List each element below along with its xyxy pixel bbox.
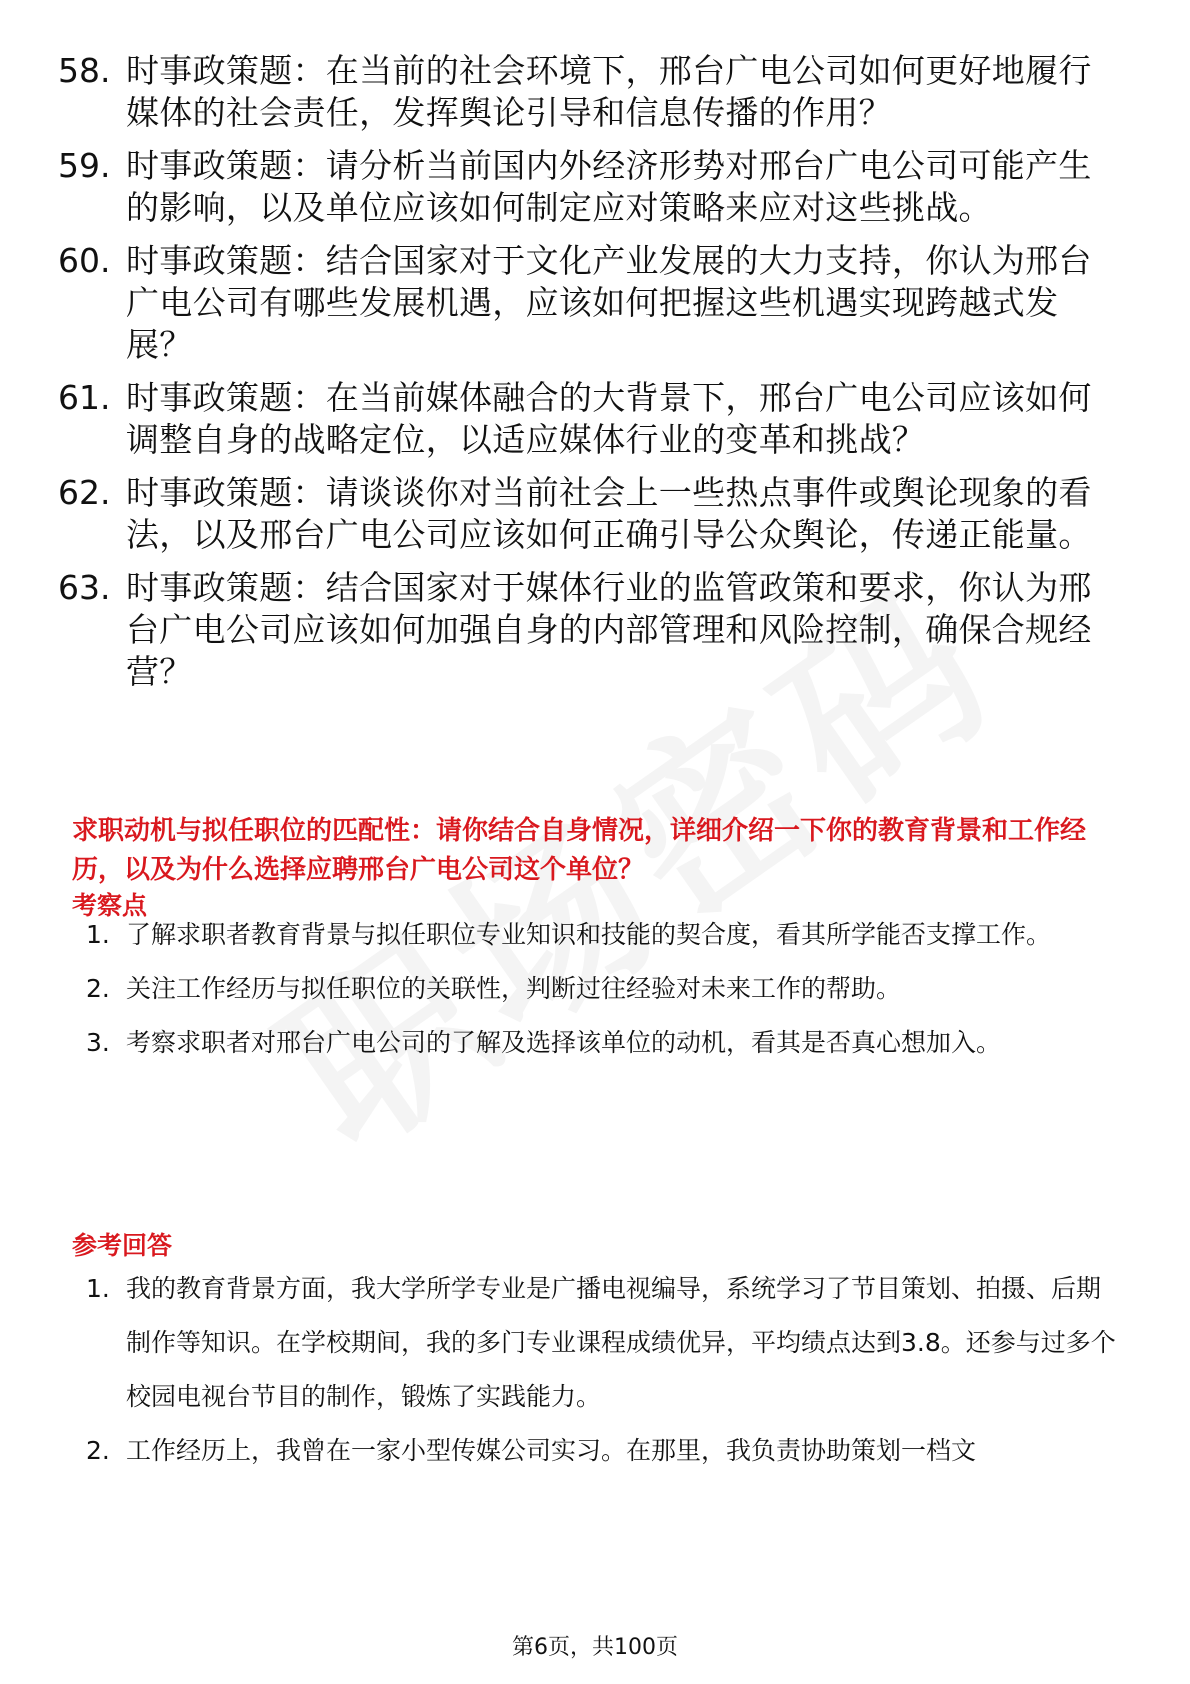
page-footer: 第6页，共100页 bbox=[512, 1635, 678, 1660]
list-item bbox=[86, 962, 1116, 1016]
question-number: 62. bbox=[58, 473, 111, 512]
question-item bbox=[58, 472, 1118, 556]
question-number: 58. bbox=[58, 51, 111, 90]
list-number: 1. bbox=[86, 920, 110, 949]
question-item bbox=[58, 240, 1118, 366]
list-text: 我的教育背景方面，我大学所学专业是广播电视编导，系统学习了节目策划、拍摄、后期制作等知识。在学校期间，我的多门专业课程成绩优异，平均绩点达到3.8。还参与过多个校园电视台节目的制作，锻炼了实践能力。 bbox=[126, 1274, 1116, 1411]
question-text: 时事政策题：结合国家对于媒体行业的监管政策和要求，你认为邢台广电公司应该如何加强自身的内部管理和风险控制，确保合规经营？ bbox=[126, 568, 1092, 691]
question-item bbox=[58, 377, 1118, 461]
question-number: 59. bbox=[58, 146, 111, 185]
question-text: 时事政策题：请分析当前国内外经济形势对邢台广电公司可能产生的影响，以及单位应该如何制定应对策略来应对这些挑战。 bbox=[126, 146, 1092, 227]
list-item bbox=[86, 1016, 1116, 1070]
answer-title: 参考回答 bbox=[72, 1231, 173, 1260]
section-heading: 求职动机与拟任职位的匹配性：请你结合自身情况，详细介绍一下你的教育背景和工作经历，以及为什么选择应聘邢台广电公司这个单位？ bbox=[72, 816, 1087, 885]
list-number: 2. bbox=[86, 974, 110, 1003]
question-text: 时事政策题：在当前媒体融合的大背景下，邢台广电公司应该如何调整自身的战略定位，以适应媒体行业的变革和挑战？ bbox=[126, 378, 1092, 459]
list-item bbox=[86, 908, 1116, 962]
question-text: 时事政策题：在当前的社会环境下，邢台广电公司如何更好地履行媒体的社会责任，发挥舆论引导和信息传播的作用？ bbox=[126, 51, 1092, 132]
question-item bbox=[58, 50, 1118, 134]
question-number: 60. bbox=[58, 241, 111, 280]
question-list bbox=[58, 50, 1118, 704]
list-item bbox=[86, 1424, 1116, 1478]
list-number: 2. bbox=[86, 1436, 110, 1465]
question-text: 时事政策题：结合国家对于文化产业发展的大力支持，你认为邢台广电公司有哪些发展机遇，应该如何把握这些机遇实现跨越式发展？ bbox=[126, 241, 1092, 364]
question-item bbox=[58, 145, 1118, 229]
list-text: 了解求职者教育背景与拟任职位专业知识和技能的契合度，看其所学能否支撑工作。 bbox=[126, 920, 1052, 949]
question-item bbox=[58, 567, 1118, 693]
list-text: 考察求职者对邢台广电公司的了解及选择该单位的动机，看其是否真心想加入。 bbox=[126, 1028, 1002, 1057]
points-list bbox=[86, 908, 1116, 1070]
answers-list bbox=[86, 1262, 1116, 1478]
list-item bbox=[86, 1262, 1116, 1424]
question-text: 时事政策题：请谈谈你对当前社会上一些热点事件或舆论现象的看法，以及邢台广电公司应该如何正确引导公众舆论，传递正能量。 bbox=[126, 473, 1092, 554]
list-text: 工作经历上，我曾在一家小型传媒公司实习。在那里，我负责协助策划一档文 bbox=[126, 1436, 977, 1465]
list-number: 1. bbox=[86, 1274, 110, 1303]
list-number: 3. bbox=[86, 1028, 110, 1057]
question-number: 63. bbox=[58, 568, 111, 607]
list-text: 关注工作经历与拟任职位的关联性，判断过往经验对未来工作的帮助。 bbox=[126, 974, 902, 1003]
question-number: 61. bbox=[58, 378, 111, 417]
points-title: 考察点 bbox=[72, 891, 148, 920]
